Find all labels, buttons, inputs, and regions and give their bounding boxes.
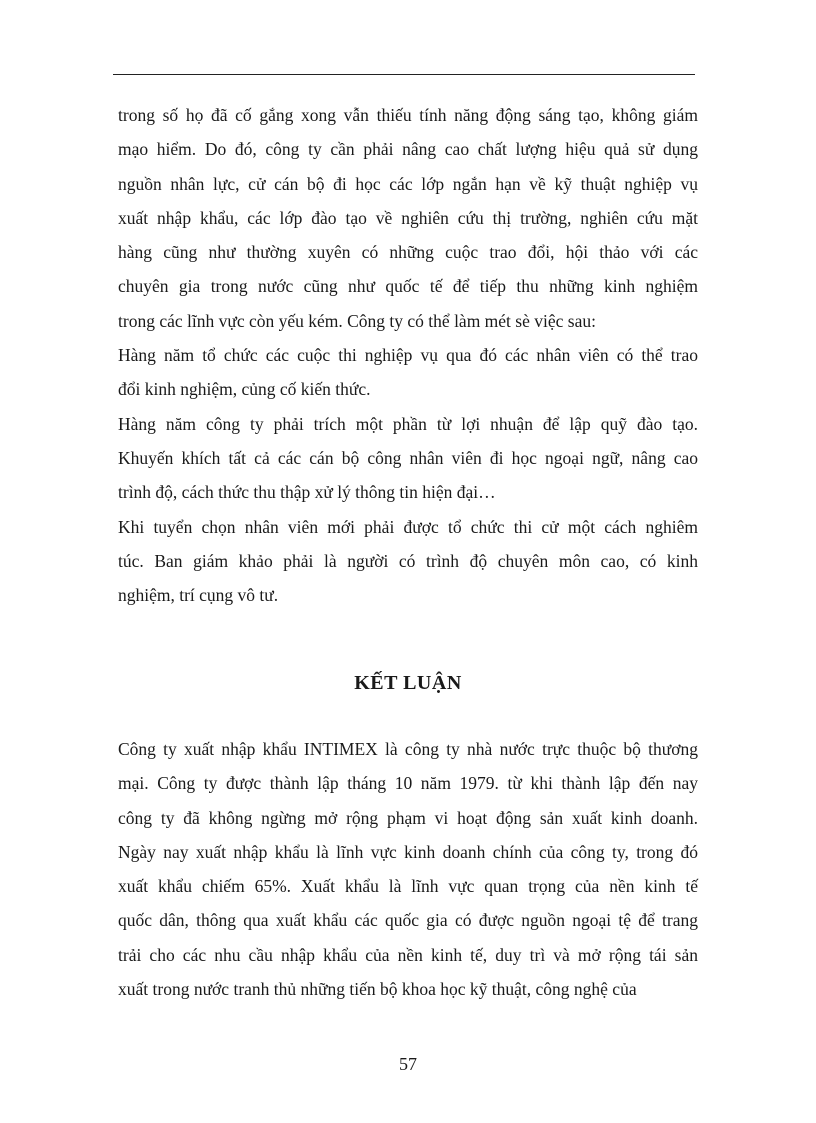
body-text-block-2 [118, 732, 698, 1006]
text-line: trong số họ đã cố gắng xong vẫn thiếu tính năng động sáng tạo, không giám [118, 105, 698, 125]
text-line: Hàng năm công ty phải trích một phần từ lợi nhuận để lập quỹ đào tạo. [118, 413, 698, 434]
text-line: túc. Ban giám khảo phải là người có trình độ chuyên môn cao, có kinh [118, 550, 698, 571]
text-line: xuất nhập khẩu, các lớp đào tạo về nghiên cứu thị trường, nghiên cứu mặt [118, 207, 698, 228]
text-line: mạo hiểm. Do đó, công ty cần phải nâng cao chất lượng hiệu quả sử dụng [118, 139, 698, 160]
text-line: quốc dân, thông qua xuất khẩu các quốc gia có được nguồn ngoại tệ để trang [118, 910, 698, 931]
text-line: Công ty xuất nhập khẩu INTIMEX là công ty nhà nước trực thuộc bộ thương [118, 739, 698, 759]
text-line: Khuyến khích tất cả các cán bộ công nhân viên đi học ngoại ngữ, nâng cao [118, 447, 698, 468]
text-line: công ty đã không ngừng mở rộng phạm vi hoạt động sản xuất kinh doanh. [118, 807, 698, 828]
text-line: Khi tuyển chọn nhân viên mới phải được tổ chức thi cử một cách nghiêm [118, 516, 698, 537]
text-line: trải cho các nhu cầu nhập khẩu của nền kinh tế, duy trì và mở rộng tái sản [118, 944, 698, 965]
page-number: 57 [399, 1054, 417, 1074]
text-line: nghiệm, trí cụng vô tư. [118, 585, 279, 606]
text-line: chuyên gia trong nước cũng như quốc tế để tiếp thu những kinh nghiệm [118, 276, 698, 297]
body-text-block-1 [118, 98, 698, 612]
text-line: trình độ, cách thức thu thập xử lý thông tin hiện đại… [118, 482, 496, 503]
text-line: Ngày nay xuất nhập khẩu là lĩnh vực kinh doanh chính của công ty, trong đó [118, 841, 698, 862]
text-line: Hàng năm tổ chức các cuộc thi nghiệp vụ qua đó các nhân viên có thể trao [118, 345, 698, 366]
text-line: hàng cũng như thường xuyên có những cuộc trao đổi, hội thảo với các [118, 242, 698, 263]
text-line: đổi kinh nghiệm, củng cố kiến thức. [118, 379, 371, 400]
text-line: xuất trong nước tranh thủ những tiến bộ khoa học kỹ thuật, công nghệ của [118, 979, 637, 1000]
text-line: mại. Công ty được thành lập tháng 10 năm 1979. từ khi thành lập đến nay [118, 773, 698, 794]
section-heading: KẾT LUẬN [354, 672, 462, 694]
header-rule [113, 74, 695, 75]
text-line: trong các lĩnh vực còn yếu kém. Công ty có thể làm mét sè việc sau: [118, 310, 596, 331]
text-line: nguồn nhân lực, cử cán bộ đi học các lớp ngắn hạn về kỹ thuật nghiệp vụ [118, 173, 698, 194]
text-line: xuất khẩu chiếm 65%. Xuất khẩu là lĩnh vực quan trọng của nền kinh tế [118, 876, 698, 897]
